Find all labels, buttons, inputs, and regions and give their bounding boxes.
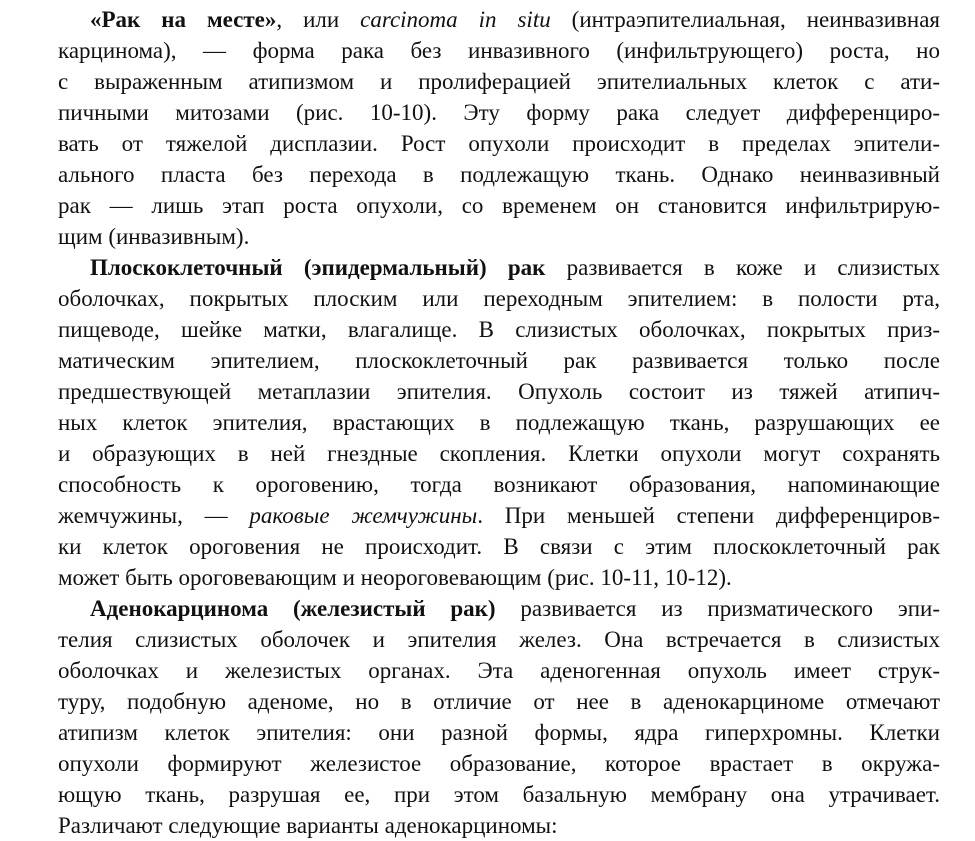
text-line — [58, 376, 940, 407]
text-segment: развивается в коже и слизистых — [545, 255, 940, 280]
text-line — [58, 35, 940, 66]
text-line — [58, 221, 940, 252]
text-segment: ющую ткань, разрушая ее, при этом базальную мембрану она утрачивает. — [58, 782, 940, 807]
bold-term: Аденокарцинома (железистый рак) — [90, 596, 496, 621]
paragraph-squamous-cell-carcinoma — [58, 252, 940, 593]
text-segment: щим (инвазивным). — [58, 224, 250, 249]
text-line — [58, 97, 940, 128]
text-line — [58, 4, 940, 35]
text-line — [58, 190, 940, 221]
text-line — [58, 66, 940, 97]
text-segment: вать от тяжелой дисплазии. Рост опухоли происходит в пределах эпители- — [58, 131, 940, 156]
text-line — [58, 252, 940, 283]
text-segment: атипизм клеток эпителия: они разной формы, ядра гиперхромны. Клетки — [58, 720, 940, 745]
text-line — [58, 128, 940, 159]
text-line — [58, 314, 940, 345]
document-page — [58, 4, 940, 841]
text-segment: Различают следующие варианты аденокарциномы: — [58, 813, 558, 838]
text-segment: способность к ороговению, тогда возникают образования, напоминающие — [58, 472, 940, 497]
text-segment: ных клеток эпителия, врастающих в подлежащую ткань, разрушающих ее — [58, 410, 940, 435]
text-segment: оболочках, покрытых плоским или переходным эпителием: в полости рта, — [58, 286, 940, 311]
text-segment: развивается из призматического эпи- — [495, 596, 940, 621]
text-segment: (интраэпителиальная, неинвазивная — [550, 7, 940, 32]
text-segment: матическим эпителием, плоскоклеточный рак развивается только после — [58, 348, 940, 373]
text-segment: пичными митозами (рис. 10-10). Эту форму рака следует дифференциро- — [58, 100, 940, 125]
text-line — [58, 562, 940, 593]
text-line — [58, 779, 940, 810]
text-line — [58, 500, 940, 531]
text-line — [58, 717, 940, 748]
text-line — [58, 159, 940, 190]
text-line — [58, 655, 940, 686]
text-segment: рак — лишь этап роста опухоли, со временем он становится инфильтрирую- — [58, 193, 940, 218]
text-segment: . При меньшей степени дифференциров- — [477, 503, 941, 528]
italic-term: carcinoma in situ — [360, 7, 551, 32]
text-segment: оболочках и железистых органах. Эта аденогенная опухоль имеет струк- — [58, 658, 940, 683]
text-segment: пищеводе, шейке матки, влагалище. В слизистых оболочках, покрытых приз- — [58, 317, 940, 342]
text-line — [58, 624, 940, 655]
text-segment: туру, подобную аденоме, но в отличие от нее в аденокарциноме отмечают — [58, 689, 940, 714]
text-segment: жемчужины, — — [58, 503, 250, 528]
text-segment: телия слизистых оболочек и эпителия желез. Она встречается в слизистых — [58, 627, 940, 652]
text-segment: и образующих в ней гнездные скопления. Клетки опухоли могут сохранять — [58, 441, 940, 466]
text-line — [58, 686, 940, 717]
text-line — [58, 345, 940, 376]
text-line — [58, 531, 940, 562]
text-segment: опухоли формируют железистое образование, которое врастает в окружа- — [58, 751, 940, 776]
text-segment: ального пласта без перехода в подлежащую ткань. Однако неинвазивный — [58, 162, 940, 187]
text-line — [58, 438, 940, 469]
text-line — [58, 593, 940, 624]
text-segment: ки клеток ороговения не происходит. В связи с этим плоскоклеточный рак — [58, 534, 940, 559]
bold-term: Плоскоклеточный (эпидермальный) рак — [90, 255, 546, 280]
text-line — [58, 407, 940, 438]
bold-term: «Рак на месте» — [90, 7, 277, 32]
italic-term: раковые жемчужины — [249, 503, 478, 528]
text-segment: предшествующей метаплазии эпителия. Опухоль состоит из тяжей атипич- — [58, 379, 940, 404]
text-segment: с выраженным атипизмом и пролиферацией эпителиальных клеток с ати- — [58, 69, 940, 94]
text-line — [58, 748, 940, 779]
paragraph-adenocarcinoma — [58, 593, 940, 841]
text-line — [58, 283, 940, 314]
text-segment: , или — [276, 7, 361, 32]
text-line — [58, 469, 940, 500]
text-segment: карцинома), — форма рака без инвазивного (инфильтрующего) роста, но — [58, 38, 940, 63]
paragraph-carcinoma-in-situ — [58, 4, 940, 252]
text-line — [58, 810, 940, 841]
text-segment: может быть ороговевающим и неороговевающим (рис. 10-11, 10-12). — [58, 565, 732, 590]
